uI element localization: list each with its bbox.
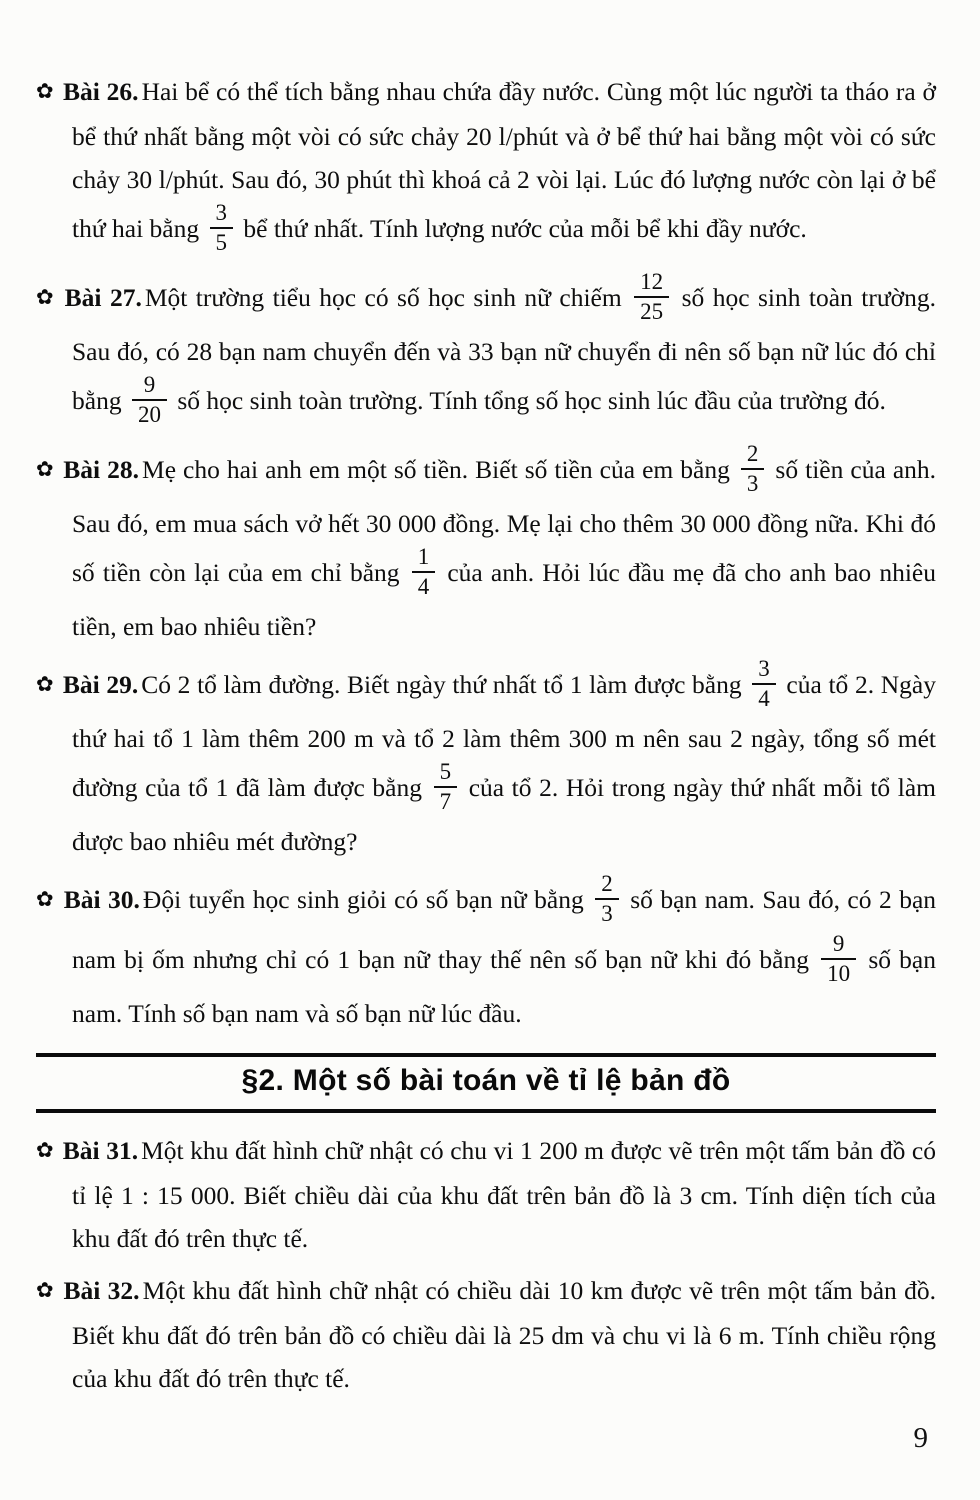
fraction: [752, 656, 776, 712]
problem-bai-28: [36, 442, 936, 648]
fraction-denominator: 3: [601, 901, 613, 926]
problem-bai-29: [36, 657, 936, 863]
problem-bai-32: [36, 1269, 936, 1400]
fraction: [132, 372, 167, 428]
fraction-denominator: 20: [137, 402, 161, 427]
fraction-numerator: 2: [741, 441, 765, 470]
problem-label: Bài 26.: [63, 77, 139, 106]
problem-text: số học sinh toàn trường. Tính tổng số học sinh lúc đầu của trường đó.: [170, 385, 886, 415]
fraction: [634, 269, 669, 325]
problem-text: của anh. Hỏi lúc đầu mẹ đã cho anh bao nhiêu tiền, em bao nhiêu tiền?: [72, 557, 936, 641]
problem-text: số tiền của anh. Sau đó, em mua sách vở hết 30 000 đồng. Mẹ lại cho thêm 30 000 đồng nữa. Khi đó số tiền còn lại của em chỉ bằng: [72, 454, 937, 587]
problem-text: của tổ 2. Ngày thứ hai tổ 1 làm thêm 200 m và tổ 2 làm thêm 300 m nên sau 2 ngày, tổng số mét đường của tổ 1 đã làm được bằng: [72, 669, 936, 802]
problem-label: Bài 27.: [64, 282, 142, 312]
fraction-numerator: 1: [412, 544, 436, 573]
problem-label: Bài 30.: [63, 884, 140, 914]
problem-text: Đội tuyển học sinh giỏi có số bạn nữ bằng: [142, 884, 592, 914]
fraction: [434, 759, 458, 815]
fraction: [821, 931, 856, 987]
fraction: [595, 871, 619, 927]
problem-label: Bài 31.: [62, 1136, 139, 1165]
fraction-denominator: 4: [758, 686, 770, 711]
page-number: 9: [913, 1422, 928, 1454]
fraction: [210, 200, 234, 256]
problem-text: số học sinh toàn trường. Sau đó, có 28 bạn nam chuyển đến và 33 bạn nữ chuyển đi nên số bạn nữ lúc đó chỉ bằng: [72, 282, 937, 415]
problem-bai-27: [36, 270, 936, 433]
fraction-denominator: 3: [746, 471, 759, 496]
fraction-denominator: 7: [439, 789, 452, 814]
problem-bai-31: [36, 1129, 936, 1260]
problem-bai-30: [36, 872, 936, 1035]
fraction-denominator: 5: [215, 230, 228, 255]
flower-bullet-icon: ✿: [36, 79, 55, 103]
fraction-numerator: 12: [634, 269, 669, 298]
flower-bullet-icon: ✿: [36, 671, 54, 696]
fraction: [412, 544, 436, 600]
fraction-numerator: 9: [132, 372, 167, 401]
problem-text: Hai bể có thể tích bằng nhau chứa đầy nước. Cùng một lúc người ta tháo ra ở bể thứ nhất bằng một vòi có sức chảy 20 l/phút và ở bể thứ hai bằng một vòi có sức chảy 30 l/phút. Sau đó, 30 phút thì khoá cả 2 vòi lại. Lúc đó lượng nước còn lại ở bể thứ hai bằng: [72, 77, 937, 243]
fraction: [741, 441, 765, 497]
problem-text: Một khu đất hình chữ nhật có chiều dài 10 km được vẽ trên một tấm bản đồ. Biết khu đất đó trên bản đồ có chiều dài là 25 dm và chu vi là 6 m. Tính chiều rộng của khu đất đó trên thực tế.: [72, 1276, 936, 1393]
fraction-denominator: 10: [827, 961, 851, 986]
flower-bullet-icon: ✿: [36, 1278, 55, 1302]
section-heading-title: §2. Một số bài toán về tỉ lệ bản đồ: [241, 1064, 731, 1097]
problem-text: số bạn nam. Tính số bạn nam và số bạn nữ lúc đầu.: [72, 944, 937, 1028]
problem-bai-26: [36, 70, 936, 261]
fraction-numerator: 3: [210, 200, 234, 229]
problem-text: Có 2 tổ làm đường. Biết ngày thứ nhất tổ 1 làm được bằng: [141, 669, 749, 699]
fraction-numerator: 3: [752, 656, 776, 685]
fraction-numerator: 2: [595, 871, 619, 900]
flower-bullet-icon: ✿: [36, 284, 56, 309]
problem-text: Mẹ cho hai anh em một số tiền. Biết số tiền của em bằng: [142, 454, 737, 484]
problem-text: Một khu đất hình chữ nhật có chu vi 1 200 m được vẽ trên một tấm bản đồ có tỉ lệ 1 : 15 000. Biết chiều dài của khu đất trên bản đồ là 3 cm. Tính diện tích của khu đất đó trên thực tế.: [72, 1136, 936, 1253]
problem-label: Bài 32.: [63, 1276, 140, 1305]
flower-bullet-icon: ✿: [36, 456, 55, 481]
problem-text: bể thứ nhất. Tính lượng nước của mỗi bể khi đầy nước.: [237, 213, 807, 243]
problem-text: của tổ 2. Hỏi trong ngày thứ nhất mỗi tổ làm được bao nhiêu mét đường?: [72, 772, 936, 856]
fraction-denominator: 4: [417, 574, 430, 599]
section-heading: [36, 1053, 936, 1113]
fraction-numerator: 9: [821, 931, 856, 960]
flower-bullet-icon: ✿: [36, 1138, 54, 1162]
fraction-denominator: 25: [640, 299, 664, 324]
problem-text: số bạn nam. Sau đó, có 2 bạn nam bị ốm nhưng chỉ có 1 bạn nữ thay thế nên số bạn nữ khi đó bằng: [72, 884, 937, 974]
flower-bullet-icon: ✿: [36, 886, 55, 911]
fraction-numerator: 5: [434, 759, 458, 788]
problem-label: Bài 28.: [63, 454, 140, 484]
problem-label: Bài 29.: [62, 669, 139, 699]
problem-text: Một trường tiểu học có số học sinh nữ chiếm: [144, 282, 631, 312]
